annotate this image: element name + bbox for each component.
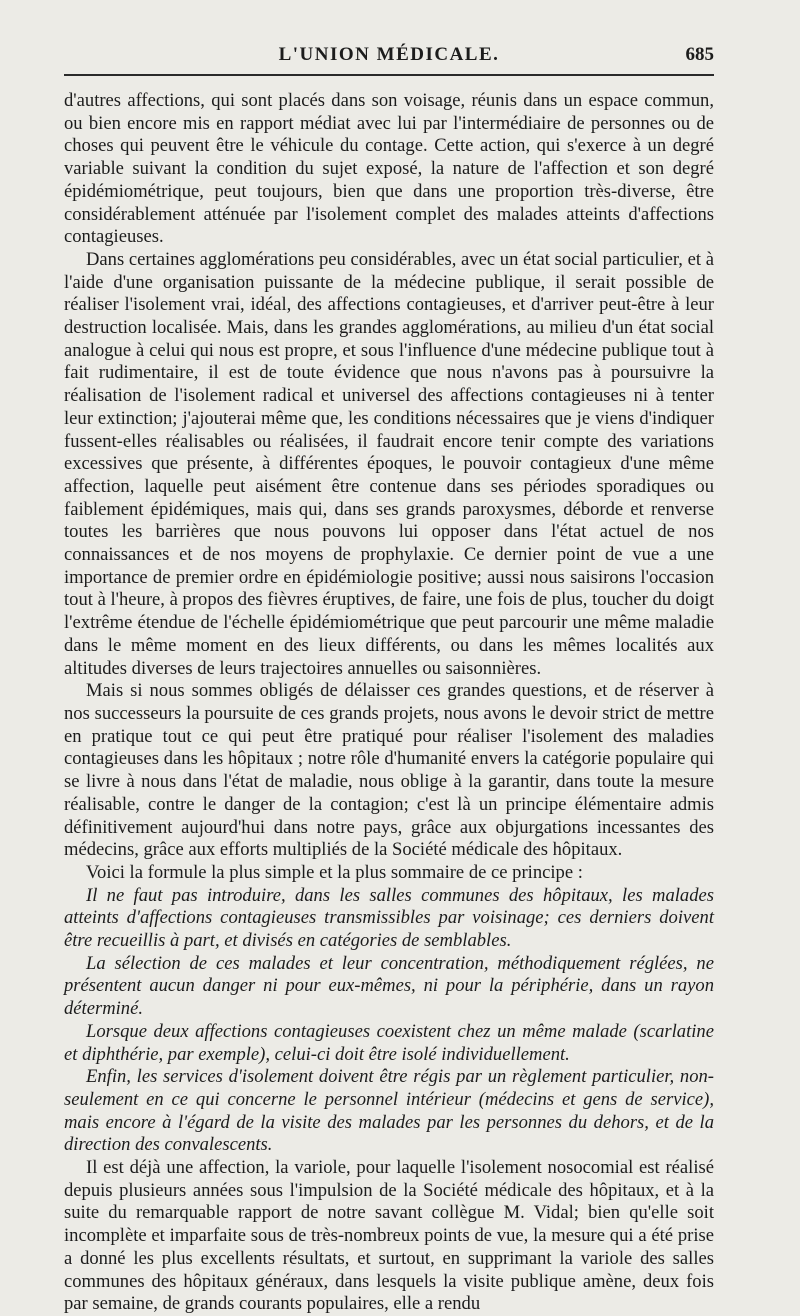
paragraph-agglomerations: Dans certaines agglomérations peu considérables, avec un état social particulier, et à l'aide d'une organisation puissante de la médecine publique, il serait possible de réaliser l'isolement vrai, idéal, des affections contagieuses, et d'arriver peut-être à leur destruction localisée. Mais, dans les grandes agglomérations, au milieu d'un état social analogue à celui qui nous est propre, et sous l'influence d'une médecine publique tout à fait rudimentaire, il est de toute évidence que nous n'avons pas à poursuivre la réalisation de l'isolement radical et universel des affections contagieuses ni à tenter leur extinction; j'ajouterai même que, les conditions nécessaires que je viens d'indiquer fussent-elles réalisables ou réalisées, il faudrait encore tenir compte des variations excessives que présente, à différentes époques, le pouvoir contagieux d'une même affection, laquelle peut aisément être contenue dans ses périodes sporadiques ou faiblement épidémiques, mais qui, dans ses grands paroxysmes, déborde et renverse toutes les barrières que nous pouvons lui opposer dans l'état actuel de nos connaissances et de nos moyens de prophylaxie. Ce dernier point de vue a une importance de premier ordre en épidémiologie positive; aussi nous saisirons l'occasion tout à l'heure, à propos des fièvres éruptives, de faire, une fois de plus, toucher du doigt l'extrême étendue de l'échelle épidémiométrique que peut parcourir une même maladie dans le même moment en des lieux différents, ou dans les mêmes localités aux altitudes diverses de leurs trajectoires annuelles ou saisonnières. bbox=[64, 248, 714, 679]
article-body bbox=[64, 90, 714, 1316]
principle-rule-4: Enfin, les services d'isolement doivent être régis par un règlement particulier, non-seulement en ce qui concerne le personnel intérieur (médecins et gens de service), mais encore à l'égard de la visite des malades par les personnes du dehors, et de la direction des convalescents. bbox=[64, 1066, 714, 1156]
principle-rule-2: La sélection de ces malades et leur concentration, méthodiquement réglées, ne présentent aucun danger ni pour eux-mêmes, ni pour la périphérie, dans un rayon déterminé. bbox=[64, 952, 714, 1020]
principle-rule-3: Lorsque deux affections contagieuses coexistent chez un même malade (scarlatine et diphthérie, par exemple), celui-ci doit être isolé individuellement. bbox=[64, 1020, 714, 1065]
paragraph-variole: Il est déjà une affection, la variole, pour laquelle l'isolement nosocomial est réalisé depuis plusieurs années sous l'impulsion de la Société médicale des hôpitaux, et à la suite du remarquable rapport de notre savant collègue M. Vidal; bien qu'elle soit incomplète et imparfaite sous de très-nombreux points de vue, la mesure qui a été prise a donné les plus excellents résultats, et surtout, en supprimant la variole des salles communes des hôpitaux généraux, dans lesquels la visite publique amène, deux fois par semaine, de grands courants populaires, elle a rendu bbox=[64, 1157, 714, 1315]
principle-rule-1: Il ne faut pas introduire, dans les salles communes des hôpitaux, les malades atteints d'affections contagieuses transmissibles par voisinage; ces derniers doivent être recueillis à part, et divisés en catégories de semblables. bbox=[64, 884, 714, 952]
paragraph-formula-intro: Voici la formule la plus simple et la plus sommaire de ce principe : bbox=[86, 861, 583, 883]
running-header bbox=[64, 0, 714, 74]
paragraph-hospital-isolation: Mais si nous sommes obligés de délaisser ces grandes questions, et de réserver à nos successeurs la poursuite de ces grands projets, nous avons le devoir strict de mettre en pratique tout ce qui peut être pratiqué pour réaliser l'isolement des maladies contagieuses dans les hôpitaux ; notre rôle d'humanité envers la catégorie populaire qui se livre à nous dans l'état de maladie, nous oblige à la garantir, dans toute la mesure réalisable, contre le danger de la contagion; c'est là un principe élémentaire admis définitivement aujourd'hui dans notre pays, grâce aux objurgations incessantes des médecins, grâce aux efforts multipliés de la Société médicale des hôpitaux. bbox=[64, 680, 714, 861]
paragraph-continuation: d'autres affections, qui sont placés dans son voisage, réunis dans un espace commun, ou bien encore mis en rapport médiat avec lui par l'intermédiaire de personnes ou de choses qui peuvent être le véhicule du contage. Cette action, qui s'exerce à un degré variable suivant la condition du sujet exposé, la nature de l'affection et son degré épidémiométrique, peut toujours, bien que dans une proportion très-diverse, être considérablement atténuée par l'isolement complet des malades atteints d'affections contagieuses. bbox=[64, 90, 714, 248]
page-number: 685 bbox=[685, 44, 714, 65]
header-rule bbox=[64, 74, 714, 76]
journal-title: L'UNION MÉDICALE. bbox=[278, 44, 500, 65]
